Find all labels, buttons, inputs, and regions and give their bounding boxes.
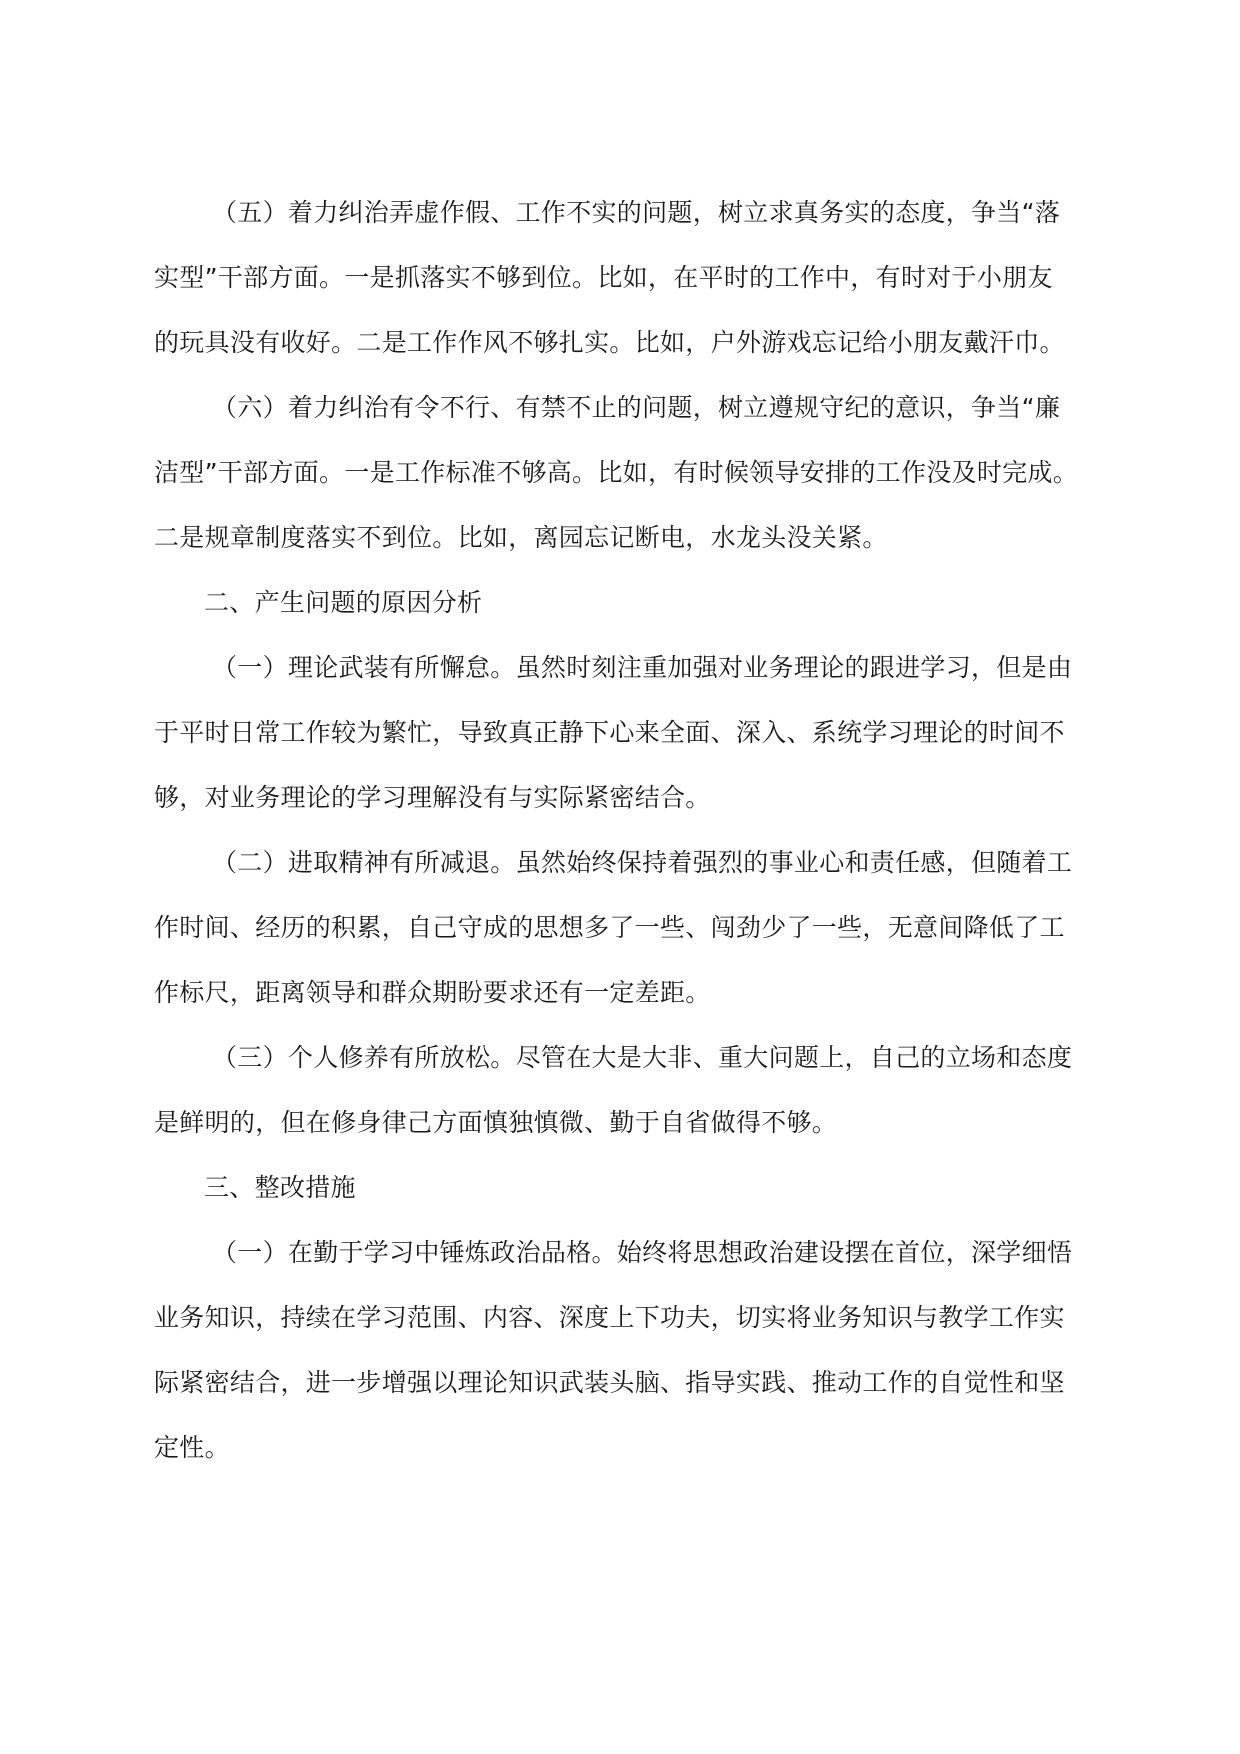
paragraph-5-line-1: （五）着力纠治弄虚作假、工作不实的问题，树立求真务实的态度，争当“落 <box>212 198 1061 227</box>
cause-2-line-3: 作标尺，距离领导和群众期盼要求还有一定差距。 <box>154 978 711 1007</box>
measure-1-line-2: 业务知识，持续在学习范围、内容、深度上下功夫，切实将业务知识与教学工作实 <box>154 1303 1065 1332</box>
measure-1-line-1: （一）在勤于学习中锤炼政治品格。始终将思想政治建设摆在首位，深学细悟 <box>212 1238 1073 1267</box>
cause-1-line-1: （一）理论武装有所懈怠。虽然时刻注重加强对业务理论的跟进学习，但是由 <box>212 653 1073 682</box>
cause-1-line-2: 于平时日常工作较为繁忙，导致真正静下心来全面、深入、系统学习理论的时间不 <box>154 718 1065 747</box>
cause-2-line-1: （二）进取精神有所减退。虽然始终保持着强烈的事业心和责任感，但随着工 <box>212 848 1073 877</box>
section-heading-3: 三、整改措施 <box>204 1173 356 1202</box>
paragraph-6-line-2: 洁型”干部方面。一是工作标准不够高。比如，有时候领导安排的工作没及时完成。 <box>154 458 1079 487</box>
cause-3-line-2: 是鲜明的，但在修身律己方面慎独慎微、勤于自省做得不够。 <box>154 1108 838 1137</box>
measure-1-line-4: 定性。 <box>154 1433 230 1462</box>
paragraph-6-line-3: 二是规章制度落实不到位。比如，离园忘记断电，水龙头没关紧。 <box>154 523 888 552</box>
measure-1-line-3: 际紧密结合，进一步增强以理论知识武装头脑、指导实践、推动工作的自觉性和坚 <box>154 1368 1065 1397</box>
section-heading-2: 二、产生问题的原因分析 <box>204 588 483 617</box>
cause-3-line-1: （三）个人修养有所放松。尽管在大是大非、重大问题上，自己的立场和态度 <box>212 1043 1073 1072</box>
paragraph-6-line-1: （六）着力纠治有令不行、有禁不止的问题，树立遵规守纪的意识，争当“廉 <box>212 393 1061 422</box>
cause-2-line-2: 作时间、经历的积累，自己守成的思想多了一些、闯劲少了一些，无意间降低了工 <box>154 913 1065 942</box>
cause-1-line-3: 够，对业务理论的学习理解没有与实际紧密结合。 <box>154 783 711 812</box>
paragraph-5-line-2: 实型”干部方面。一是抓落实不够到位。比如，在平时的工作中，有时对于小朋友 <box>154 263 1053 292</box>
paragraph-5-line-3: 的玩具没有收好。二是工作作风不够扎实。比如，户外游戏忘记给小朋友戴汗巾。 <box>154 328 1065 357</box>
